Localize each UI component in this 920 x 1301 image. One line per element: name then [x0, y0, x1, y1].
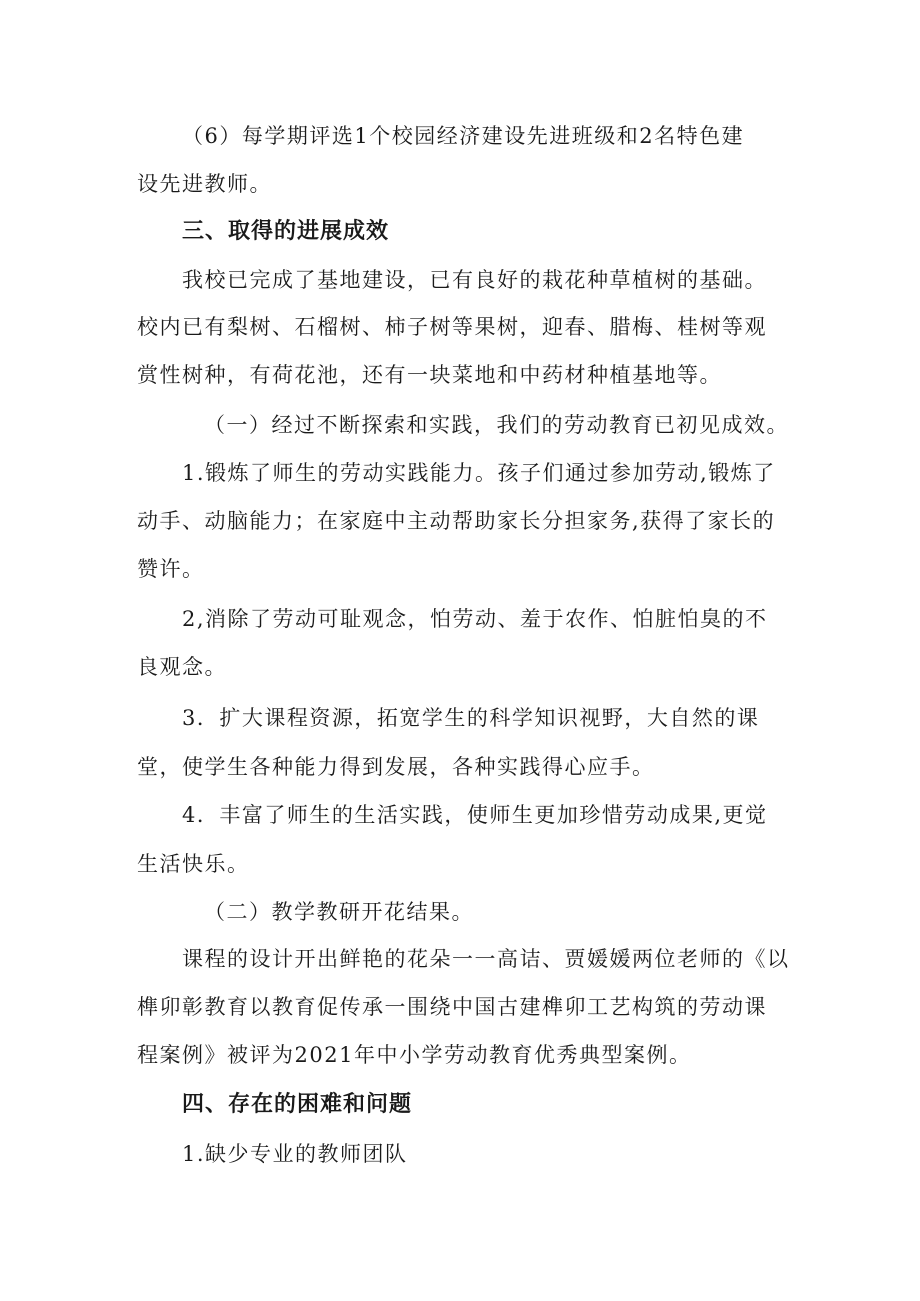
point-3-line-2: 堂，使学生各种能力得到发展，各种实践得心应手。 — [137, 755, 655, 779]
section-3-intro-line-3: 赏性树种，有荷花池，还有一块菜地和中药材种植基地等。 — [137, 363, 722, 387]
section-4-item-1: 1.缺少专业的教师团队 — [182, 1142, 408, 1166]
point-4-line-2: 生活快乐。 — [137, 852, 250, 876]
section-3-intro-line-1: 我校已完成了基地建设，已有良好的栽花种草植树的基础。 — [182, 268, 767, 292]
subsection-2-body-line-2: 榫卯彰教育以教育促传承一围绕中国古建榫卯工艺构筑的劳动课 — [137, 995, 767, 1019]
point-3-line-1: 3．扩大课程资源，拓宽学生的科学知识视野，大自然的课 — [182, 706, 760, 730]
subsection-2-body-line-3: 程案例》被评为2021年中小学劳动教育优秀典型案例。 — [137, 1043, 692, 1067]
subsection-2-body-line-1: 课程的设计开出鲜艳的花朵一一高诘、贾媛媛两位老师的《以 — [182, 947, 790, 971]
point-1-line-2: 动手、动脑能力；在家庭中主动帮助家长分担家务,获得了家长的 — [137, 509, 776, 533]
item-6-line-2: 设先进教师。 — [137, 172, 272, 196]
section-4-heading: 四、存在的困难和问题 — [182, 1092, 413, 1117]
point-2-line-1: 2,消除了劳动可耻观念，怕劳动、羞于农作、怕脏怕臭的不 — [182, 607, 768, 631]
point-2-line-2: 良观念。 — [137, 655, 227, 679]
subsection-1-heading: （一）经过不断探索和实践，我们的劳动教育已初见成效。 — [204, 413, 789, 437]
point-1-line-1: 1.锻炼了师生的劳动实践能力。孩子们通过参加劳动,锻炼了 — [182, 461, 776, 485]
subsection-2-heading: （二）教学教研开花结果。 — [204, 900, 474, 924]
item-6-line-1: （6）每学期评选1个校园经济建设先进班级和2名特色建 — [182, 124, 745, 148]
section-3-heading: 三、取得的进展成效 — [182, 219, 390, 244]
point-1-line-3: 赞许。 — [137, 557, 205, 581]
point-4-line-1: 4．丰富了师生的生活实践，使师生更加珍惜劳动成果,更觉 — [182, 803, 768, 827]
section-3-intro-line-2: 校内已有梨树、石榴树、柿子树等果树，迎春、腊梅、桂树等观 — [137, 315, 767, 339]
